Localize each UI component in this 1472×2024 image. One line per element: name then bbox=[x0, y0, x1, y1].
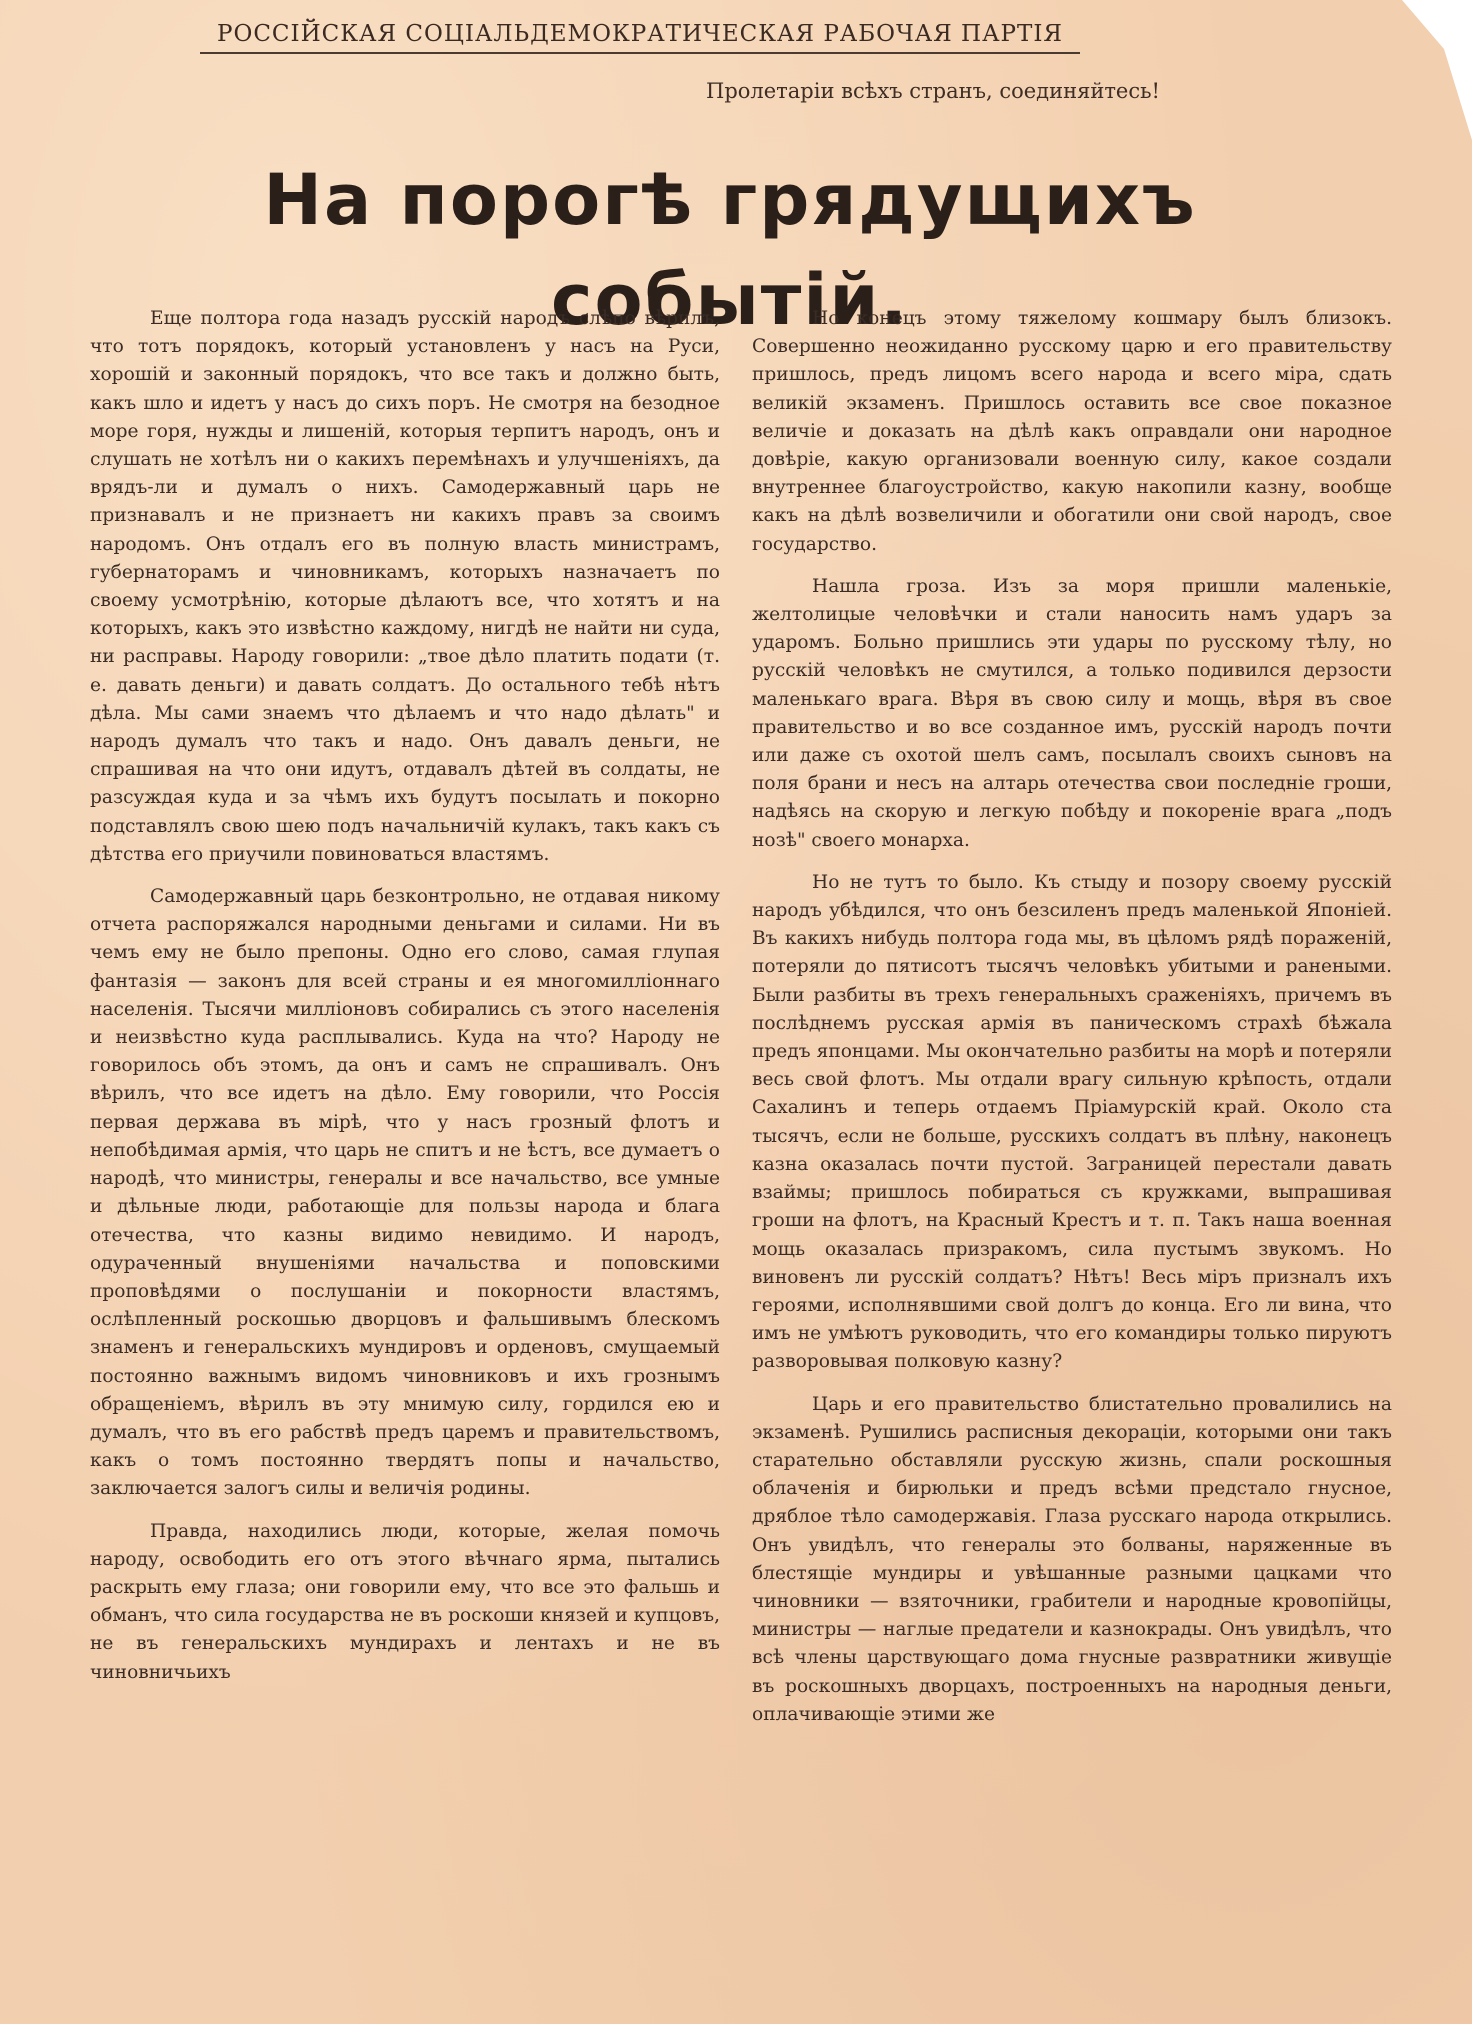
paragraph: Самодержавный царь безконтрольно, не отдавая никому отчета распоряжался народными деньгами и силами. Ни въ чемъ ему не было препоны. Одно его слово, самая глупая фантазія — законъ для всей страны и ея многомилліоннаго населенія. Тысячи милліоновъ собирались съ этого населенія и неизвѣстно куда расплывались. Куда на что? Народу не говорилось объ этомъ, да онъ и самъ не спрашивалъ. Онъ вѣрилъ, что все идетъ на дѣло. Ему говорили, что Россія первая держава въ мірѣ, что у насъ грозный флотъ и непобѣдимая армія, что царь не спитъ и не ѣстъ, все думаетъ о народѣ, что министры, генералы и все начальство, все умные и дѣльные люди, работающіе для пользы народа и блага отечества, что казны видимо невидимо. И народъ, одураченный внушеніями начальства и поповскими проповѣдями о послушаніи и покорности властямъ, ослѣпленный роскошью дворцовъ и фальшивымъ блескомъ знаменъ и генеральскихъ мундировъ и орденовъ, смущаемый постоянно важнымъ видомъ чиновниковъ и ихъ грознымъ обращеніемъ, вѣрилъ въ эту мнимую силу, гордился ею и думалъ, что въ его рабствѣ предъ царемъ и правительствомъ, какъ о томъ постоянно твердятъ попы и начальство, заключается залогъ силы и величія родины. bbox=[90, 886, 720, 1500]
right-column bbox=[752, 305, 1392, 2010]
party-name-header: РОССІЙСКАЯ СОЦІАЛЬДЕМОКРАТИЧЕСКАЯ РАБОЧАЯ ПАРТІЯ bbox=[200, 18, 1080, 54]
paragraph: Правда, находились люди, которые, желая помочь народу, освободить его отъ этого вѣчнаго ярма, пытались раскрыть ему глаза; они говорили ему, что все это фальшь и обманъ, что сила государства не въ роскоши князей и купцовъ, не въ генеральскихъ мундирахъ и лентахъ и не въ чиновничьихъ bbox=[90, 1520, 720, 1683]
slogan: Пролетаріи всѣхъ странъ, соединяйтесь! bbox=[706, 79, 1160, 103]
paragraph: Но не тутъ то было. Къ стыду и позору своему русскій народъ убѣдился, что онъ безсиленъ предъ маленькой Японіей. Въ какихъ нибудь полтора года мы, въ цѣломъ рядѣ пораженій, потеряли до пятисотъ тысячъ человѣкъ убитыми и ранеными. Были разбиты въ трехъ генеральныхъ сраженіяхъ, причемъ въ послѣднемъ русская армія въ паническомъ страхѣ бѣжала предъ японцами. Мы окончательно разбиты на морѣ и потеряли весь свой флотъ. Мы отдали врагу сильную крѣпость, отдали Сахалинъ и теперь отдаемъ Пріамурскій край. Около ста тысячъ, если не больше, русскихъ солдатъ въ плѣну, наконецъ казна оказалась почти пустой. Заграницей перестали давать взаймы; пришлось побираться съ кружками, выпрашивая гроши на флотъ, на Красный Крестъ и т. п. Такъ наша военная мощь оказалась призракомъ, сила пустымъ звукомъ. Но виновенъ ли русскій солдатъ? Нѣтъ! Весь міръ призналъ ихъ героями, исполнявшими свой долгъ до конца. Его ли вина, что имъ не умѣютъ руководить, что его командиры только пируютъ разворовывая полковую казну? bbox=[752, 871, 1392, 1373]
paragraph: Еще полтора года назадъ русскій народъ слѣпо вѣрилъ, что тотъ порядокъ, который установленъ у насъ на Руси, хорошій и законный порядокъ, что все такъ и должно быть, какъ шло и идетъ у насъ до сихъ поръ. Не смотря на безодное море горя, нужды и лишеній, которыя терпитъ народъ, онъ и слушать не хотѣлъ ни о какихъ перемѣнахъ и улучшеніяхъ, да врядъ-ли и думалъ о нихъ. Самодержавный царь не признавалъ и не признаетъ ни какихъ правъ за своимъ народомъ. Онъ отдалъ его въ полную власть министрамъ, губернаторамъ и чиновникамъ, которыхъ назначаетъ по своему усмотрѣнію, которые дѣлаютъ все, что хотятъ и на которыхъ, какъ это извѣстно каждому, нигдѣ не найти ни суда, ни расправы. Народу говорили: „твое дѣло платить подати (т. е. давать деньги) и давать солдатъ. До остального тебѣ нѣтъ дѣла. Мы сами знаемъ что дѣлаемъ и что надо дѣлать" и народъ думалъ что такъ и надо. Онъ давалъ деньги, не спрашивая на что они идутъ, отдавалъ дѣтей въ солдаты, не разсуждая куда и за чѣмъ ихъ будутъ посылать и покорно подставлялъ свою шею подъ начальничій кулакъ, такъ какъ съ дѣтства его приучили повиноваться властямъ. bbox=[90, 308, 720, 865]
page-title: На порогѣ грядущихъ событій. bbox=[263, 159, 1197, 341]
paragraph: Нашла гроза. Изъ за моря пришли маленькіе, желтолицые человѣчки и стали наносить намъ ударъ за ударомъ. Больно пришлись эти удары по русскому тѣлу, но русскій человѣкъ не смутился, а только подивился дерзости маленькаго врага. Вѣря въ свою силу и мощь, вѣря въ свое правительство и во все созданное имъ, русскій народъ почти или даже съ охотой шелъ самъ, посылалъ своихъ сыновъ на поля брани и несъ на алтарь отечества свои последніе гроши, надѣясь на скорую и легкую побѣду и покореніе врага „подъ нозѣ" своего монарха. bbox=[752, 575, 1392, 851]
torn-corner bbox=[1402, 0, 1472, 140]
paragraph: Царь и его правительство блистательно провалились на экзаменѣ. Рушились расписныя декораціи, которыми они такъ старательно обставляли русскую жизнь, спали роскошныя облаченія и бирюльки и предъ всѣми предстало гнусное, дряблое тѣло самодержавія. Глаза русскаго народа открылись. Онъ увидѣлъ, что генералы это болваны, наряженные въ блестящіе мундиры и увѣшанные разными цацками что чиновники — взяточники, грабители и народные кровопійцы, министры — наглые предатели и казнокрады. Онъ увидѣлъ, что всѣ члены царствующаго дома гнусные развратники живущіе въ роскошныхъ дворцахъ, построенныхъ на народныя деньги, оплачивающіе этими же bbox=[752, 1393, 1392, 1725]
left-column bbox=[90, 305, 720, 2010]
paragraph: Но конецъ этому тяжелому кошмару былъ близокъ. Совершенно неожиданно русскому царю и его правительству пришлось, предъ лицомъ всего народа и всего міра, сдать великій экзаменъ. Пришлось оставить все свое показное величіе и доказать на дѣлѣ какъ оправдали они народное довѣріе, какую организовали военную силу, какое создали внутреннее благоустройство, какую накопили казну, вообще какъ на дѣлѣ возвеличили и обогатили они свой народъ, свое государство. bbox=[752, 308, 1392, 555]
